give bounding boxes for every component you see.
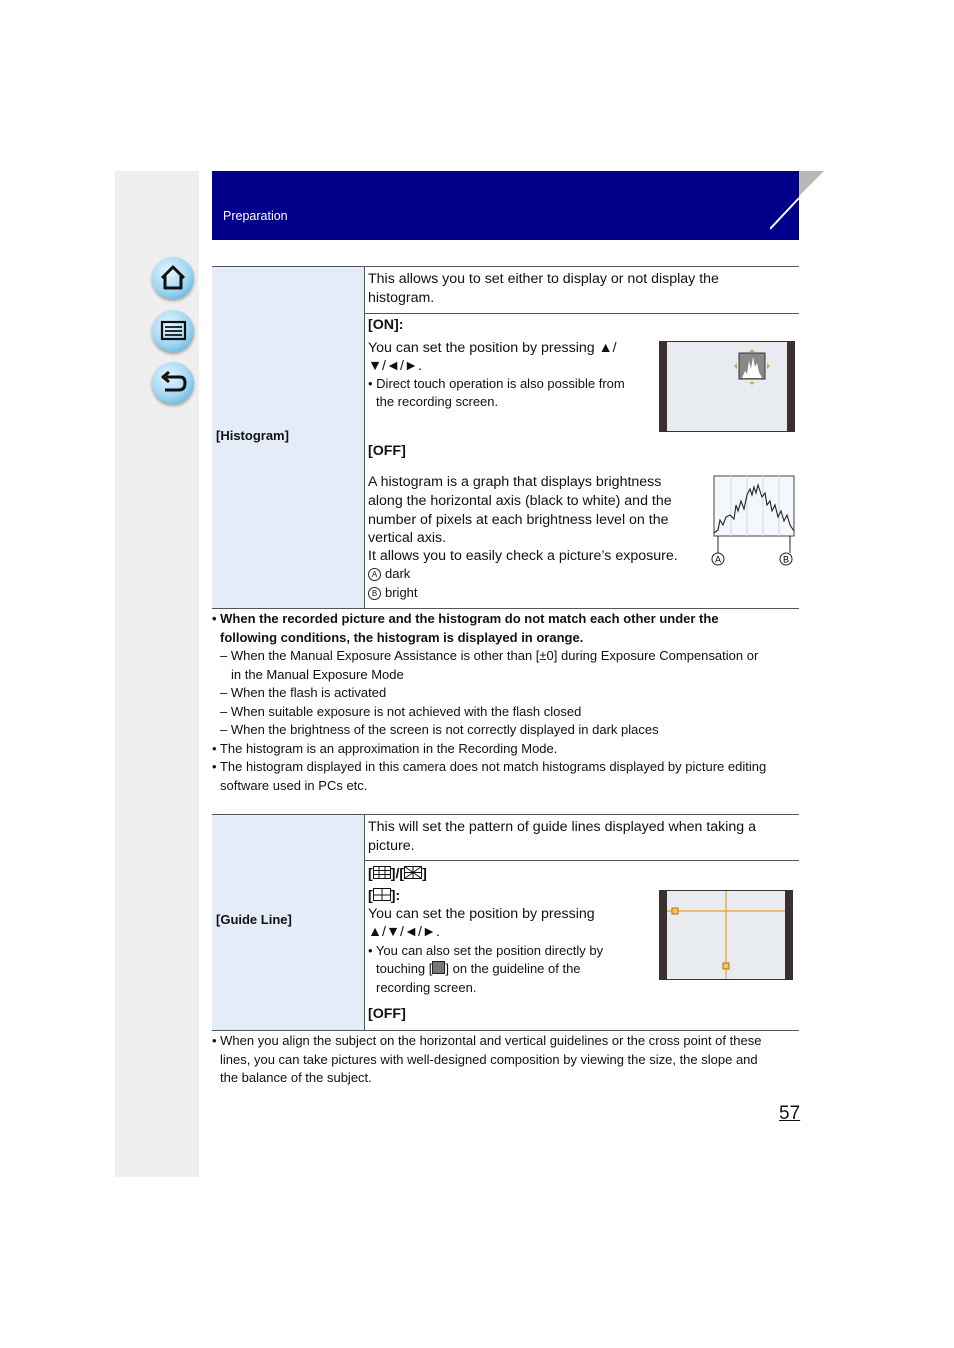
guide-label: [Guide Line] (216, 912, 292, 927)
guide-handle-bottom[interactable] (723, 963, 729, 969)
home-icon[interactable] (152, 257, 194, 299)
divider (365, 860, 799, 861)
off-label: [OFF] (368, 443, 406, 459)
header-corner-decoration (770, 171, 826, 241)
guide-off-label: [OFF] (368, 1006, 406, 1022)
guide-text-2: ▲/▼/◄/►. (368, 924, 440, 940)
guide-bullet-1: • You can also set the position directly by (368, 943, 604, 958)
grid-diagonal-icon (404, 866, 422, 879)
bracket: [ (368, 866, 373, 882)
histogram-explanation-5: It allows you to easily check a picture’s exposure. (368, 548, 678, 564)
guide-option-custom (368, 887, 400, 906)
menu-icon[interactable] (152, 310, 194, 352)
legend-dark (368, 565, 410, 584)
histogram-explanation-2: along the horizontal axis (black to white) and the (368, 493, 672, 509)
section-title: Preparation (223, 209, 288, 223)
graph-marker-a: A (714, 554, 722, 565)
marker-b: B (368, 587, 381, 600)
histogram-table (212, 266, 799, 609)
histogram-description: This allows you to set either to display or not display the histogram. (368, 271, 719, 306)
on-label: [ON]: (368, 317, 404, 333)
guide-bullet-2 (376, 960, 581, 979)
note-dash-1a: – When the Manual Exposure Assistance is other than [±0] during Exposure Compensation or (220, 648, 759, 663)
guide-text-1: You can set the position by pressing (368, 906, 595, 922)
guide-handle-left[interactable] (672, 908, 678, 914)
guide-bullet-2-end: ] on the guideline of the (445, 961, 581, 976)
legend-bright (368, 584, 418, 603)
guide-description-1: This will set the pattern of guide lines displayed when taking a (368, 819, 757, 835)
legend-bright-text: bright (385, 585, 418, 600)
grid-3x3-icon (373, 866, 391, 879)
histogram-label-cell (212, 267, 365, 608)
on-text-1: You can set the position by pressing ▲/ (368, 340, 617, 356)
legend-dark-text: dark (385, 566, 411, 581)
on-text-2: ▼/◄/►. (368, 358, 422, 374)
guide-note-1: • When you align the subject on the horizontal and vertical guidelines or the cross point of these (212, 1033, 762, 1048)
divider (365, 313, 799, 314)
guide-description-2: picture. (368, 838, 415, 854)
histogram-graph (710, 475, 800, 569)
bracket: ]: (390, 888, 401, 904)
note-dash-3: – When suitable exposure is not achieved with the flash closed (220, 703, 582, 719)
chapter-header (212, 171, 799, 240)
bracket: ]/[ (390, 866, 405, 882)
histogram-notes (212, 610, 799, 795)
guide-label-cell (212, 815, 365, 1030)
guide-note-3: the balance of the subject. (220, 1070, 372, 1085)
page-number: 57 (779, 1103, 801, 1124)
guide-line-table (212, 814, 799, 1031)
histogram-label: [Histogram] (216, 428, 289, 443)
bracket: [ (368, 888, 373, 904)
handle-square-icon (432, 961, 445, 974)
note-dash-2: – When the flash is activated (220, 685, 387, 700)
guide-bullet-2-start: touching [ (376, 961, 433, 976)
histogram-explanation-4: vertical axis. (368, 530, 447, 546)
note-1: • The histogram is an approximation in the Recording Mode. (212, 740, 558, 756)
guide-bullet-3: recording screen. (376, 980, 477, 995)
grid-custom-icon (373, 888, 391, 901)
marker-a: A (368, 568, 381, 581)
note-bold-1: • When the recorded picture and the histogram do not match each other under the (212, 611, 719, 626)
note-bold-2: following conditions, the histogram is displayed in orange. (220, 629, 584, 645)
back-icon[interactable] (152, 362, 194, 404)
note-2a: • The histogram displayed in this camera does not match histograms displayed by picture editing (212, 759, 767, 774)
guide-options (368, 865, 427, 884)
bracket: ] (422, 866, 427, 882)
note-dash-4: – When the brightness of the screen is not correctly displayed in dark places (220, 722, 659, 737)
guide-notes (212, 1032, 799, 1088)
on-bullet-2: the recording screen. (376, 394, 499, 409)
note-2b: software used in PCs etc. (220, 777, 368, 793)
histogram-explanation-3: number of pixels at each brightness level on the (368, 512, 669, 528)
histogram-position-screen (659, 341, 795, 432)
note-dash-1b: in the Manual Exposure Mode (231, 666, 404, 682)
guide-line-screen (659, 890, 793, 980)
on-bullet-1: • Direct touch operation is also possible from (368, 376, 625, 391)
histogram-explanation-1: A histogram is a graph that displays brightness (368, 474, 662, 490)
graph-marker-b: B (782, 554, 790, 565)
guide-note-2: lines, you can take pictures with well-designed composition by viewing the size, the slope and (220, 1051, 758, 1067)
